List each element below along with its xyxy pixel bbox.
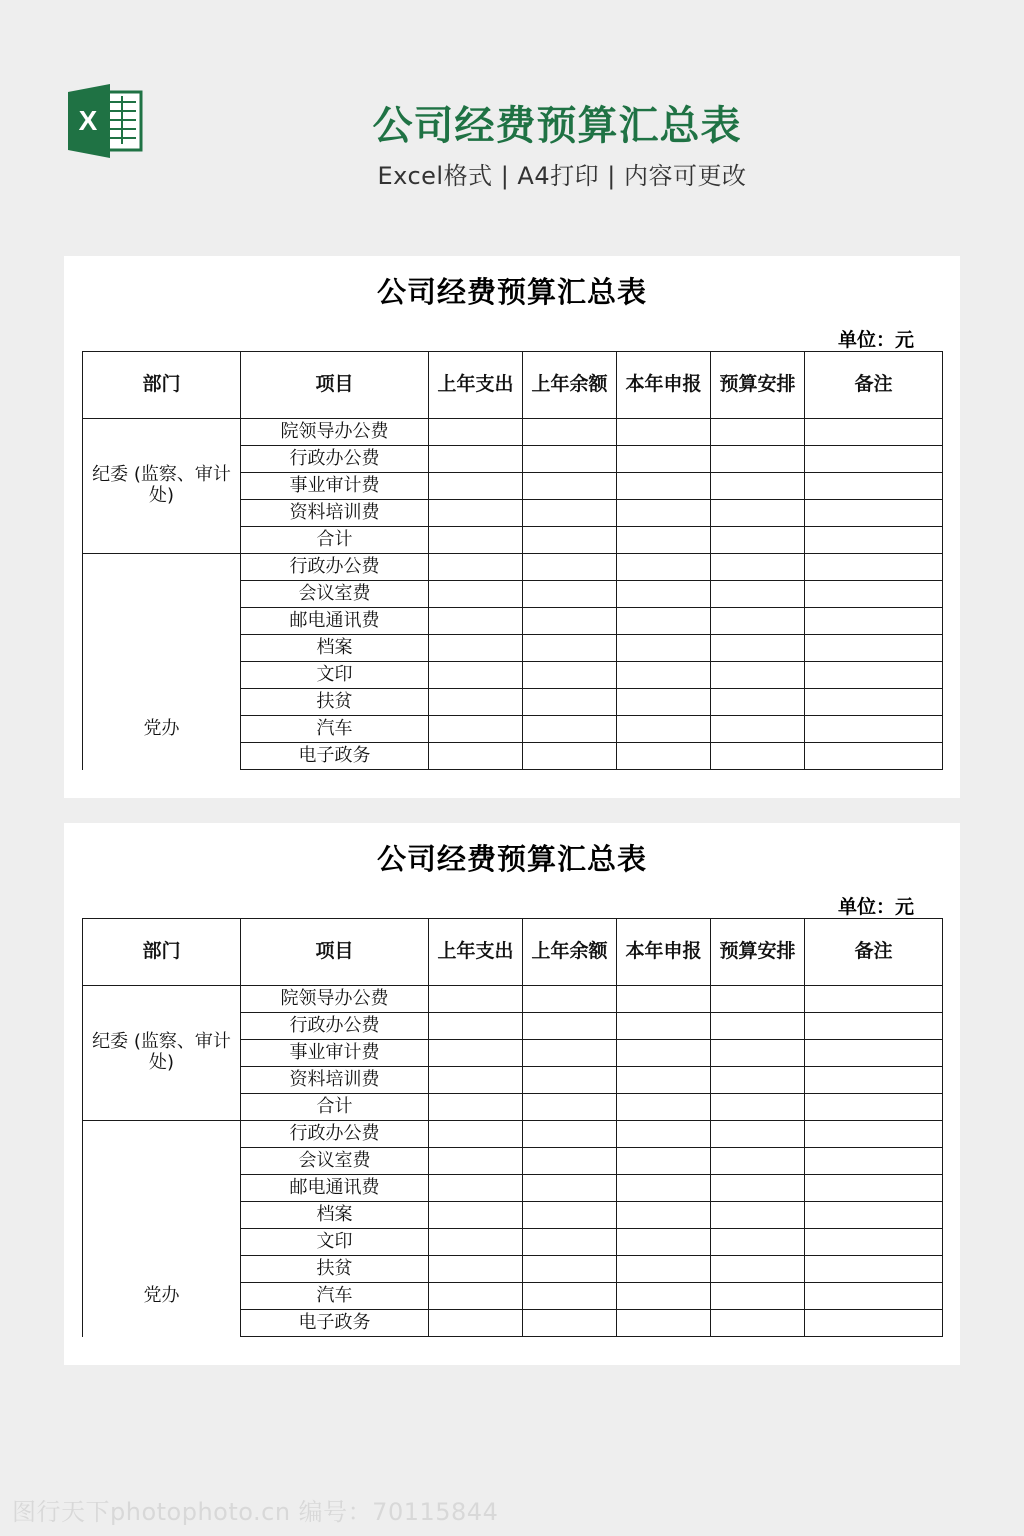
value-cell[interactable] bbox=[805, 500, 943, 527]
value-cell[interactable] bbox=[805, 1229, 943, 1256]
value-cell[interactable] bbox=[617, 1013, 711, 1040]
value-cell[interactable] bbox=[429, 1148, 523, 1175]
value-cell[interactable] bbox=[617, 635, 711, 662]
value-cell[interactable] bbox=[429, 446, 523, 473]
value-cell[interactable] bbox=[805, 1202, 943, 1229]
budget-table bbox=[82, 918, 943, 1337]
value-cell[interactable] bbox=[523, 1256, 617, 1283]
column-header: 上年余额 bbox=[523, 352, 617, 419]
value-cell[interactable] bbox=[617, 446, 711, 473]
sheet-preview-2 bbox=[64, 823, 960, 1365]
column-header: 项目 bbox=[241, 919, 429, 986]
value-cell[interactable] bbox=[805, 1040, 943, 1067]
value-cell[interactable] bbox=[429, 1229, 523, 1256]
value-cell[interactable] bbox=[711, 1175, 805, 1202]
value-cell[interactable] bbox=[805, 1283, 943, 1310]
value-cell[interactable] bbox=[617, 1256, 711, 1283]
value-cell[interactable] bbox=[429, 581, 523, 608]
value-cell[interactable] bbox=[429, 986, 523, 1013]
value-cell[interactable] bbox=[617, 743, 711, 770]
value-cell[interactable] bbox=[711, 1013, 805, 1040]
value-cell[interactable] bbox=[617, 1148, 711, 1175]
column-header: 上年余额 bbox=[523, 919, 617, 986]
value-cell[interactable] bbox=[523, 1067, 617, 1094]
value-cell[interactable] bbox=[711, 581, 805, 608]
value-cell[interactable] bbox=[711, 1256, 805, 1283]
dept-cell: 党办 bbox=[83, 1121, 241, 1337]
column-header: 备注 bbox=[805, 919, 943, 986]
sheet-title: 公司经费预算汇总表 bbox=[376, 842, 647, 876]
item-cell: 事业审计费 bbox=[241, 473, 429, 500]
value-cell[interactable] bbox=[429, 635, 523, 662]
watermark-text: 图行天下photophoto.cn 编号：70115844 bbox=[12, 1498, 499, 1526]
value-cell[interactable] bbox=[617, 473, 711, 500]
item-cell: 行政办公费 bbox=[241, 554, 429, 581]
table-row bbox=[83, 554, 943, 581]
value-cell[interactable] bbox=[711, 554, 805, 581]
value-cell[interactable] bbox=[617, 689, 711, 716]
item-cell: 汽车 bbox=[241, 1283, 429, 1310]
unit-label: 单位：元 bbox=[837, 329, 914, 351]
value-cell[interactable] bbox=[617, 1175, 711, 1202]
value-cell[interactable] bbox=[523, 473, 617, 500]
value-cell[interactable] bbox=[805, 446, 943, 473]
item-cell: 邮电通讯费 bbox=[241, 608, 429, 635]
value-cell[interactable] bbox=[429, 1121, 523, 1148]
value-cell[interactable] bbox=[805, 1013, 943, 1040]
item-cell: 行政办公费 bbox=[241, 446, 429, 473]
value-cell[interactable] bbox=[711, 419, 805, 446]
item-cell: 行政办公费 bbox=[241, 1121, 429, 1148]
value-cell[interactable] bbox=[523, 446, 617, 473]
value-cell[interactable] bbox=[429, 1256, 523, 1283]
column-header: 上年支出 bbox=[429, 919, 523, 986]
value-cell[interactable] bbox=[523, 1283, 617, 1310]
column-header: 上年支出 bbox=[429, 352, 523, 419]
item-cell: 档案 bbox=[241, 1202, 429, 1229]
value-cell[interactable] bbox=[805, 1310, 943, 1337]
value-cell[interactable] bbox=[711, 473, 805, 500]
value-cell[interactable] bbox=[429, 1202, 523, 1229]
value-cell[interactable] bbox=[805, 1256, 943, 1283]
unit-label: 单位：元 bbox=[837, 896, 914, 918]
value-cell[interactable] bbox=[617, 1283, 711, 1310]
value-cell[interactable] bbox=[429, 1175, 523, 1202]
value-cell[interactable] bbox=[523, 689, 617, 716]
value-cell[interactable] bbox=[429, 473, 523, 500]
value-cell[interactable] bbox=[523, 662, 617, 689]
value-cell[interactable] bbox=[805, 581, 943, 608]
item-cell: 文印 bbox=[241, 662, 429, 689]
value-cell[interactable] bbox=[711, 689, 805, 716]
value-cell[interactable] bbox=[429, 1094, 523, 1121]
value-cell[interactable] bbox=[805, 527, 943, 554]
dept-cell: 纪委 (监察、审计处) bbox=[83, 419, 241, 554]
budget-table bbox=[82, 351, 943, 770]
value-cell[interactable] bbox=[711, 635, 805, 662]
value-cell[interactable] bbox=[805, 716, 943, 743]
value-cell[interactable] bbox=[617, 662, 711, 689]
value-cell[interactable] bbox=[429, 419, 523, 446]
column-header: 预算安排 bbox=[711, 919, 805, 986]
value-cell[interactable] bbox=[711, 446, 805, 473]
table-row bbox=[83, 986, 943, 1013]
item-cell: 资料培训费 bbox=[241, 1067, 429, 1094]
value-cell[interactable] bbox=[429, 554, 523, 581]
item-cell: 合计 bbox=[241, 527, 429, 554]
value-cell[interactable] bbox=[805, 608, 943, 635]
value-cell[interactable] bbox=[429, 608, 523, 635]
value-cell[interactable] bbox=[429, 1040, 523, 1067]
column-header: 本年申报 bbox=[617, 352, 711, 419]
table-row bbox=[83, 1121, 943, 1148]
value-cell[interactable] bbox=[711, 1283, 805, 1310]
value-cell[interactable] bbox=[429, 743, 523, 770]
value-cell[interactable] bbox=[711, 743, 805, 770]
dept-cell: 党办 bbox=[83, 554, 241, 770]
value-cell[interactable] bbox=[711, 986, 805, 1013]
value-cell[interactable] bbox=[617, 986, 711, 1013]
value-cell[interactable] bbox=[711, 1067, 805, 1094]
value-cell[interactable] bbox=[429, 689, 523, 716]
item-cell: 电子政务 bbox=[241, 1310, 429, 1337]
value-cell[interactable] bbox=[711, 1040, 805, 1067]
value-cell[interactable] bbox=[523, 1229, 617, 1256]
value-cell[interactable] bbox=[711, 1121, 805, 1148]
value-cell[interactable] bbox=[429, 1283, 523, 1310]
value-cell[interactable] bbox=[617, 1067, 711, 1094]
item-cell: 汽车 bbox=[241, 716, 429, 743]
value-cell[interactable] bbox=[805, 662, 943, 689]
column-header: 项目 bbox=[241, 352, 429, 419]
item-cell: 资料培训费 bbox=[241, 500, 429, 527]
value-cell[interactable] bbox=[523, 500, 617, 527]
value-cell[interactable] bbox=[523, 1310, 617, 1337]
value-cell[interactable] bbox=[523, 527, 617, 554]
value-cell[interactable] bbox=[711, 500, 805, 527]
value-cell[interactable] bbox=[523, 608, 617, 635]
item-cell: 档案 bbox=[241, 635, 429, 662]
value-cell[interactable] bbox=[429, 527, 523, 554]
value-cell[interactable] bbox=[805, 419, 943, 446]
value-cell[interactable] bbox=[523, 743, 617, 770]
value-cell[interactable] bbox=[523, 581, 617, 608]
value-cell[interactable] bbox=[617, 608, 711, 635]
value-cell[interactable] bbox=[617, 1202, 711, 1229]
value-cell[interactable] bbox=[523, 716, 617, 743]
value-cell[interactable] bbox=[711, 1229, 805, 1256]
value-cell[interactable] bbox=[617, 581, 711, 608]
item-cell: 扶贫 bbox=[241, 689, 429, 716]
value-cell[interactable] bbox=[617, 1121, 711, 1148]
value-cell[interactable] bbox=[523, 1040, 617, 1067]
value-cell[interactable] bbox=[617, 419, 711, 446]
value-cell[interactable] bbox=[805, 689, 943, 716]
value-cell[interactable] bbox=[805, 743, 943, 770]
column-header: 备注 bbox=[805, 352, 943, 419]
value-cell[interactable] bbox=[617, 1229, 711, 1256]
page-subtitle: Excel格式 | A4打印 | 内容可更改 bbox=[377, 162, 747, 190]
column-header: 预算安排 bbox=[711, 352, 805, 419]
value-cell[interactable] bbox=[523, 1013, 617, 1040]
value-cell[interactable] bbox=[617, 1094, 711, 1121]
item-cell: 院领导办公费 bbox=[241, 986, 429, 1013]
page-title: 公司经费预算汇总表 bbox=[372, 103, 742, 149]
value-cell[interactable] bbox=[523, 1094, 617, 1121]
value-cell[interactable] bbox=[617, 1040, 711, 1067]
value-cell[interactable] bbox=[711, 608, 805, 635]
item-cell: 院领导办公费 bbox=[241, 419, 429, 446]
value-cell[interactable] bbox=[617, 716, 711, 743]
value-cell[interactable] bbox=[617, 527, 711, 554]
item-cell: 会议室费 bbox=[241, 1148, 429, 1175]
value-cell[interactable] bbox=[523, 554, 617, 581]
value-cell[interactable] bbox=[711, 1202, 805, 1229]
dept-cell: 纪委 (监察、审计处) bbox=[83, 986, 241, 1121]
table-row bbox=[83, 419, 943, 446]
value-cell[interactable] bbox=[805, 1067, 943, 1094]
value-cell[interactable] bbox=[617, 554, 711, 581]
item-cell: 合计 bbox=[241, 1094, 429, 1121]
item-cell: 电子政务 bbox=[241, 743, 429, 770]
sheet-title: 公司经费预算汇总表 bbox=[376, 275, 647, 309]
value-cell[interactable] bbox=[805, 1094, 943, 1121]
value-cell[interactable] bbox=[523, 986, 617, 1013]
value-cell[interactable] bbox=[711, 662, 805, 689]
column-header: 部门 bbox=[83, 352, 241, 419]
item-cell: 扶贫 bbox=[241, 1256, 429, 1283]
value-cell[interactable] bbox=[805, 473, 943, 500]
value-cell[interactable] bbox=[429, 500, 523, 527]
value-cell[interactable] bbox=[805, 1148, 943, 1175]
logo-letter: X bbox=[78, 105, 98, 136]
value-cell[interactable] bbox=[805, 635, 943, 662]
value-cell[interactable] bbox=[523, 635, 617, 662]
column-header: 部门 bbox=[83, 919, 241, 986]
value-cell[interactable] bbox=[711, 527, 805, 554]
value-cell[interactable] bbox=[429, 716, 523, 743]
item-cell: 行政办公费 bbox=[241, 1013, 429, 1040]
item-cell: 文印 bbox=[241, 1229, 429, 1256]
value-cell[interactable] bbox=[523, 419, 617, 446]
value-cell[interactable] bbox=[523, 1202, 617, 1229]
value-cell[interactable] bbox=[805, 1175, 943, 1202]
item-cell: 会议室费 bbox=[241, 581, 429, 608]
value-cell[interactable] bbox=[711, 1094, 805, 1121]
value-cell[interactable] bbox=[429, 1013, 523, 1040]
value-cell[interactable] bbox=[805, 554, 943, 581]
item-cell: 事业审计费 bbox=[241, 1040, 429, 1067]
value-cell[interactable] bbox=[429, 662, 523, 689]
value-cell[interactable] bbox=[617, 1310, 711, 1337]
value-cell[interactable] bbox=[805, 1121, 943, 1148]
item-cell: 邮电通讯费 bbox=[241, 1175, 429, 1202]
value-cell[interactable] bbox=[711, 1310, 805, 1337]
value-cell[interactable] bbox=[429, 1310, 523, 1337]
value-cell[interactable] bbox=[523, 1175, 617, 1202]
value-cell[interactable] bbox=[617, 500, 711, 527]
value-cell[interactable] bbox=[429, 1067, 523, 1094]
value-cell[interactable] bbox=[711, 1148, 805, 1175]
value-cell[interactable] bbox=[711, 716, 805, 743]
column-header: 本年申报 bbox=[617, 919, 711, 986]
value-cell[interactable] bbox=[523, 1148, 617, 1175]
sheet-preview-1 bbox=[64, 256, 960, 798]
value-cell[interactable] bbox=[805, 986, 943, 1013]
value-cell[interactable] bbox=[523, 1121, 617, 1148]
